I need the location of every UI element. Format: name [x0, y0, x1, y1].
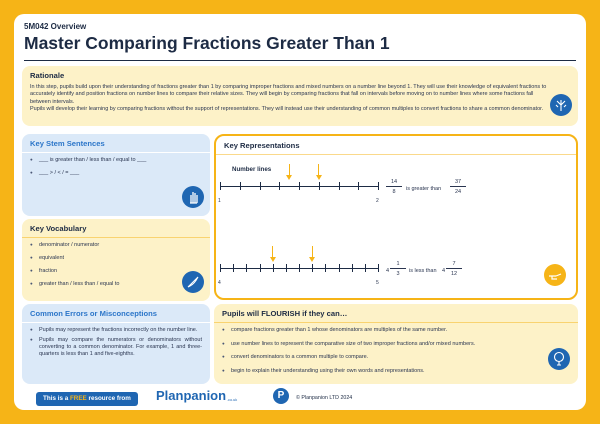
- number-line-tick: [339, 182, 340, 190]
- list-item: ● ___ > / < / = ___: [30, 170, 202, 177]
- numerator: 37: [450, 179, 466, 187]
- fraction-right: [450, 179, 466, 195]
- number-line-tick: [279, 182, 280, 190]
- number-line-tick: [352, 264, 353, 272]
- list-item: ● compare fractions greater than 1 whose denominators are multiples of the same number.: [222, 327, 570, 334]
- feather-icon: [182, 271, 204, 293]
- misconceptions-panel: [22, 304, 210, 384]
- list-item: ● fraction: [30, 268, 202, 275]
- number-line-2: [220, 264, 378, 294]
- divider: [22, 322, 210, 323]
- tick-label-start: 1: [218, 198, 221, 204]
- hand-stars-icon: [550, 94, 572, 116]
- flourish-heading: Pupils will FLOURISH if they can…: [222, 309, 348, 318]
- free-resource-badge: [36, 392, 138, 406]
- rationale-paragraph: In this step, pupils build upon their understanding of fractions greater than 1 by comparing improper fractions and mixed numbers on a number line beyond 1. They will use their knowledge of equivalent fractions to accurately identify and position fractions on number lines to compare their relative sizes. They will begin by comparing fractions that fall on intervals before moving on to number lines where some fractions fall between intervals.: [30, 84, 547, 105]
- comparison-text: is greater than: [406, 186, 442, 192]
- vocab-heading: Key Vocabulary: [30, 224, 87, 233]
- divider: [216, 154, 576, 155]
- list-item: ● ___ is greater than / less than / equal to ___: [30, 157, 202, 164]
- keyrep-heading: Key Representations: [224, 141, 300, 150]
- stem-list: [30, 157, 202, 177]
- planpanion-logo[interactable]: Planpanion: [156, 388, 227, 403]
- lesson-code: 5M042 Overview: [24, 22, 87, 31]
- number-line-tick: [273, 264, 274, 272]
- denominator: 24: [454, 189, 462, 195]
- list-item: ● begin to explain their understanding using their own words and representations.: [222, 368, 570, 375]
- number-line-tick: [299, 264, 300, 272]
- number-lines-label: Number lines: [232, 166, 272, 173]
- numerator: 14: [386, 179, 402, 187]
- whole-number: 4: [442, 268, 446, 274]
- rationale-heading: Rationale: [30, 71, 65, 80]
- number-line-tick: [365, 264, 366, 272]
- number-line-tick: [299, 182, 300, 190]
- number-line-tick: [260, 264, 261, 272]
- number-line-tick: [312, 264, 313, 272]
- fraction-right: [446, 261, 462, 277]
- list-item: ● greater than / less than / equal to: [30, 281, 202, 288]
- tree-icon: [548, 348, 570, 370]
- number-line-tick: [246, 264, 247, 272]
- free-text: This is a: [43, 395, 70, 402]
- number-line-tick: [358, 182, 359, 190]
- number-line-tick: [339, 264, 340, 272]
- list-item: ● convert denominators to a common multiple to compare.: [222, 354, 570, 361]
- numerator: 1: [390, 261, 406, 269]
- number-line-tick: [378, 264, 379, 272]
- list-item: ● Pupils may compare the numerators or denominators without converting to a common denominator. For example, 1 and three-quarters is less than 1 and five-eighths.: [30, 337, 202, 358]
- divider: [214, 322, 578, 323]
- title-divider: [24, 60, 576, 61]
- list-item: ● equivalent: [30, 255, 202, 262]
- hand-raised-icon: [182, 186, 204, 208]
- rationale-panel: [22, 66, 578, 126]
- logo-domain: .co.uk: [227, 398, 238, 402]
- planpanion-mark-icon: P: [273, 388, 289, 404]
- number-line-tick: [260, 182, 261, 190]
- errors-list: [30, 327, 202, 359]
- divider: [22, 152, 210, 153]
- copyright: © Planpanion LTD 2024: [296, 395, 353, 401]
- fraction-left: [390, 261, 406, 277]
- number-line-tick: [220, 264, 221, 272]
- free-text: resource from: [86, 395, 131, 402]
- errors-heading: Common Errors or Misconceptions: [30, 309, 158, 318]
- divider: [22, 237, 210, 238]
- stem-sentences-panel: [22, 134, 210, 216]
- denominator: 8: [392, 189, 396, 195]
- number-line-tick: [378, 182, 379, 190]
- flourish-list: [222, 327, 570, 375]
- vocabulary-panel: [22, 219, 210, 301]
- fraction-left: [386, 179, 402, 195]
- vocab-list: [30, 242, 202, 289]
- number-line-tick: [220, 182, 221, 190]
- list-item: ● denominator / numerator: [30, 242, 202, 249]
- number-line-tick: [240, 182, 241, 190]
- page-title: Master Comparing Fractions Greater Than 1: [24, 33, 390, 53]
- free-word: FREE: [69, 395, 87, 402]
- list-item: ● use number lines to represent the comparative size of two improper fractions and/or mixed numbers.: [222, 341, 570, 348]
- tick-label-start: 4: [218, 280, 221, 286]
- denominator: 12: [450, 271, 458, 277]
- overview-sheet: [14, 14, 586, 410]
- numerator: 7: [446, 261, 462, 269]
- comparison-text: is less than: [409, 268, 437, 274]
- hand-pointing-icon: [544, 264, 566, 286]
- denominator: 3: [396, 271, 400, 277]
- rationale-paragraph: Pupils will develop their learning by comparing fractions without the support of representations. They will instead use their understanding of common multiples to convert fractions to share a common denominator.: [30, 106, 544, 113]
- number-line-tick: [319, 182, 320, 190]
- stem-heading: Key Stem Sentences: [30, 139, 105, 148]
- tick-label-end: 2: [376, 198, 379, 204]
- tick-label-end: 5: [376, 280, 379, 286]
- number-line-tick: [325, 264, 326, 272]
- flourish-panel: [214, 304, 578, 384]
- number-line-tick: [286, 264, 287, 272]
- whole-number: 4: [386, 268, 390, 274]
- number-line-1: [220, 182, 378, 212]
- list-item: ● Pupils may represent the fractions incorrectly on the number line.: [30, 327, 202, 334]
- number-line-tick: [233, 264, 234, 272]
